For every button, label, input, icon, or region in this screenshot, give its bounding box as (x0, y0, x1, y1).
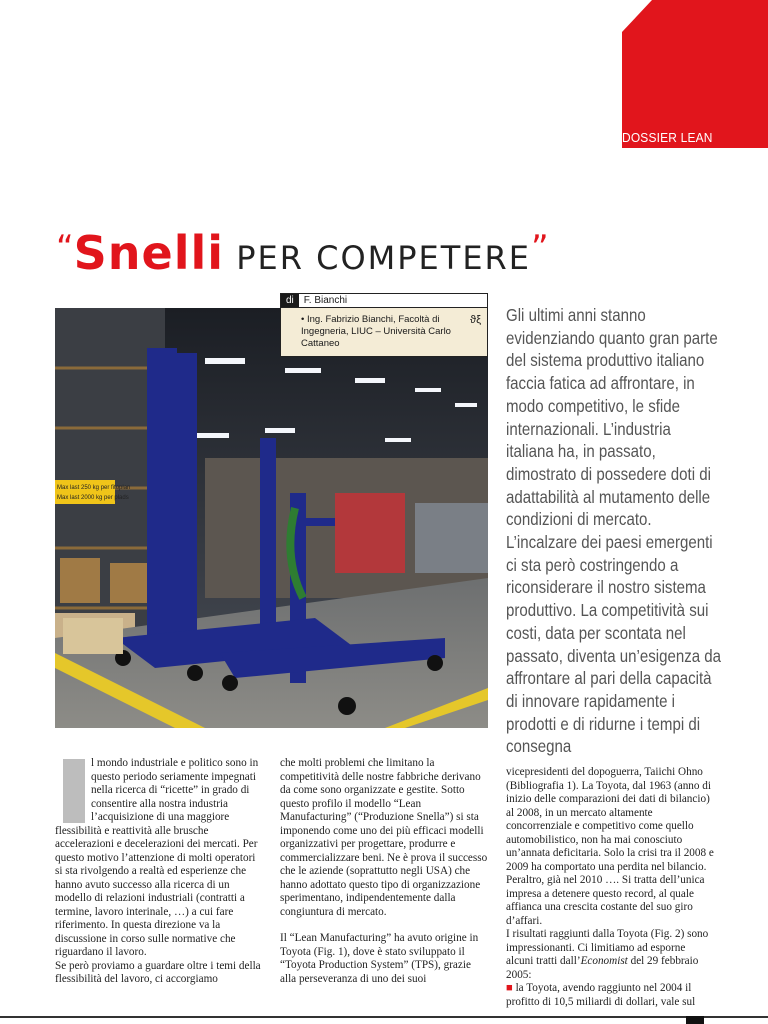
lead-paragraph: Gli ultimi anni stanno evidenziando quanto gran parte del sistema produttivo italiano faccia fatica ad affrontare, in modo competitivo, le sfide internazionali. L’industria italiana ha, in passato, dimostrato di possedere doti di adattabilità al mutamento delle condizioni di mercato. L’incalzare dei paesi emergenti ci sta però costringendo a riconsiderare il nostro sistema produttivo. La competitività sui costi, data per scontata nel passato, diventa un’esigenza da affrontare al pari della capacità di innovare rapidamente i prodotti e di ridurne i tempi di consegna (506, 305, 722, 757)
col2-paragraph-1: che molti problemi che limitano la competitività delle nostre fabbriche derivano da come sono organizzate e gestite. Sotto questo profilo il modello “Lean Manufacturing” (“Produzione Snella”) si sta imponendo come uno dei più efficaci modelli organizzativi per progettare, produrre e commercializzare beni. Ne è prova il successo che le aziende (soprattutto negli USA) che hanno adottato questo tipo di organizzazione sperimentano, indipendentemente dalla congiuntura di mercato. (280, 757, 488, 918)
corner-tab (622, 0, 768, 148)
close-quote: ” (530, 228, 549, 268)
open-quote: “ (56, 228, 74, 268)
body-column-1 (55, 757, 263, 987)
byline-author: F. Bianchi (303, 295, 348, 306)
body-column-3 (506, 757, 714, 1009)
factory-photo (55, 308, 488, 728)
footer-rule (0, 1016, 768, 1018)
col3-paragraph-3 (506, 982, 714, 1009)
col3-paragraph-1: vicepresidenti del dopoguerra, Taiichi Ohno (Bibliografia 1). La Toyota, dal 1963 (anno di inizio delle comparazioni dei dati di bilancio) al 2008, in un mercato altamente concorrenziale e competitivo come quello automobilistico, non ha mai conosciuto un’annata deficitaria. Solo la crisi tra il 2008 e 2009 ha comportato una perdita nel bilancio. Peraltro, già nel 2010 …. Si tratta dell’unica impresa a detenere questo record, al quale affianca una crescita costante del suo giro d’affari. (506, 766, 714, 927)
col3-paragraph-2b: del 29 febbraio 2005: (506, 955, 699, 981)
col3-paragraph-2 (506, 928, 714, 982)
sign-line-1: Max last 250 kg per fitoplan (57, 485, 131, 491)
economist-italic: Economist (580, 955, 628, 967)
bullet-icon: ■ (506, 982, 513, 994)
col3-paragraph-2a: I risultati raggiunti dalla Toyota (Fig. 2) sono impressionanti. Ci limitiamo ad esporne alcuni tratti dall’ (506, 928, 709, 967)
section-label: DOSSIER LEAN (622, 130, 713, 145)
sign-line-2: Max last 2000 kg per plads (57, 495, 129, 501)
col3-paragraph-3-text: la Toyota, avendo raggiunto nel 2004 il profitto di 10,5 miliardi di dollari, vale sul (506, 982, 696, 1008)
col2-paragraph-2: Il “Lean Manufacturing” ha avuto origine in Toyota (Fig. 1), dove è stato sviluppato il “Toyota Production System” (TPS), grazie alla perseveranza di uno dei suoi (280, 932, 479, 985)
article-title (56, 226, 549, 280)
byline-box (280, 293, 488, 357)
byline-di: di (281, 294, 299, 307)
col1-paragraph-1: l mondo industriale e politico sono in questo periodo seriamente impegnati nella ricerca di “ricette” in grado di consentire alla nostra industria l’acquisizione di una maggiore flessibilità e reattività alle brusche accelerazioni e decelerazioni dei mercati. Per questo motivo l’attenzione di molti operatori si sta rivolgendo a realtà ed esperienze che hanno avuto successo alla ricerca di un modello di relazioni industriali (contratti a termine, lavoro interinale, …) a cui fare riferimento. In questa direzione va la discussione in corso sulle normative che riguardano il lavoro. (55, 757, 259, 958)
body-column-2 (280, 757, 488, 986)
col1-paragraph-2: Se però proviamo a guardare oltre i temi della flessibilità del lavoro, ci accorgiamo (55, 959, 261, 985)
drop-cap (63, 759, 85, 823)
title-word-competere: PER COMPETERE (224, 239, 531, 277)
byline-affiliation: • Ing. Fabrizio Bianchi, Facoltà di Ingegneria, LIUC – Università Carlo Cattaneo (301, 314, 451, 349)
signature-mark: ϑξ (470, 314, 481, 326)
title-word-snelli: Snelli (73, 226, 225, 280)
page-tab (686, 1016, 704, 1024)
